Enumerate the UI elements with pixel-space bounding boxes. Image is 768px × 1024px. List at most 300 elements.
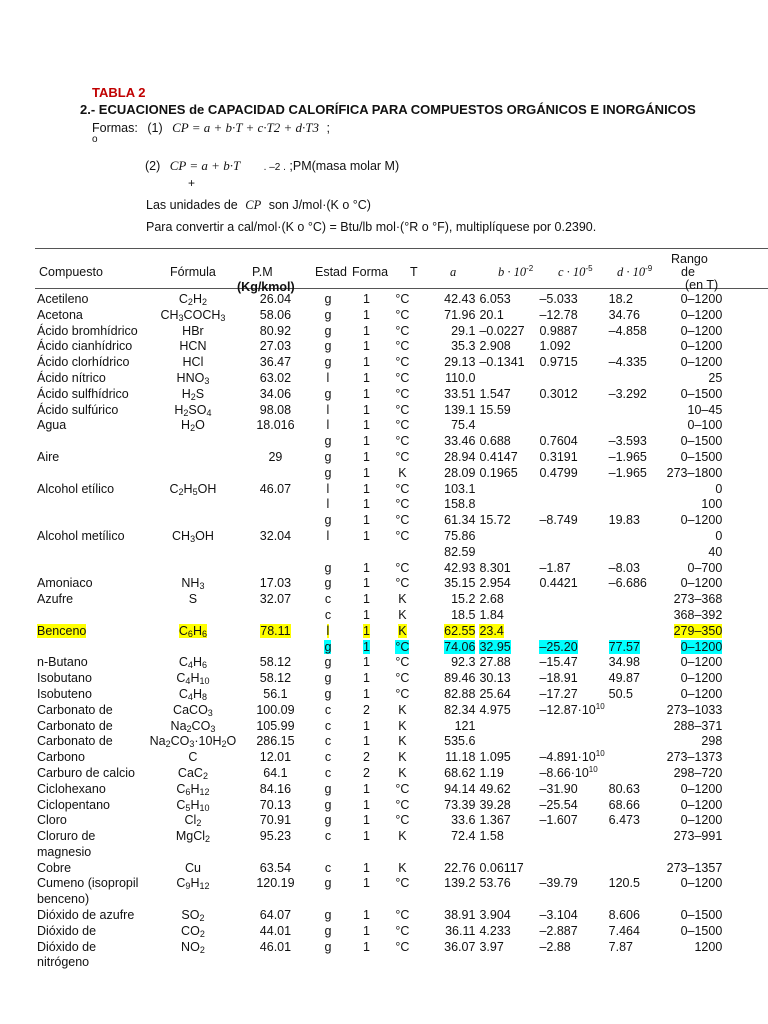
cell-coef-d — [607, 608, 665, 624]
molar-mass-text: 46.07 — [259, 481, 292, 496]
cell-form — [350, 655, 382, 671]
coef-c-text: –39.79 — [539, 876, 578, 891]
form-text: 2 — [362, 750, 370, 765]
cell-coef-b — [477, 908, 537, 924]
formula-text: $C_2H_2$ — [178, 292, 207, 307]
cell-coef-b — [477, 829, 537, 845]
coef-b-text: 27.88 — [479, 655, 511, 670]
cell-temp-unit — [382, 418, 422, 434]
cell-formula — [140, 734, 245, 750]
cell-state — [305, 876, 350, 892]
range-text: 273–1373 — [666, 750, 723, 765]
cell-molar-mass — [245, 497, 305, 513]
cell-form — [350, 592, 382, 608]
coef-a-text: 68.62 — [444, 765, 476, 780]
eq2-expression: CP = a + b·T — [169, 158, 241, 173]
cell-coef-b — [477, 403, 537, 419]
cell-temp-unit — [382, 892, 422, 908]
cell-compound-name — [35, 750, 140, 766]
cell-state — [305, 545, 350, 561]
molar-mass-text: 70.13 — [259, 797, 292, 812]
cell-formula — [140, 576, 245, 592]
cell-state — [305, 703, 350, 719]
cell-compound-name — [35, 671, 140, 687]
cell-coef-d — [607, 324, 665, 340]
cell-temp-unit — [382, 292, 422, 308]
coef-a-text: 73.39 — [444, 797, 476, 812]
cell-compound-name — [35, 655, 140, 671]
cell-coef-a — [422, 892, 477, 908]
formula-text: $SO_2$ — [181, 908, 205, 924]
cell-coef-a — [422, 466, 477, 482]
cell-temp-unit — [382, 324, 422, 340]
formula-text: $HNO_3$ — [176, 370, 210, 386]
cell-coef-d — [607, 592, 665, 608]
cell-coef-c — [537, 829, 606, 845]
cell-molar-mass — [245, 861, 305, 877]
temp-unit-text: °C — [395, 908, 410, 923]
cell-coef-c — [537, 734, 606, 750]
cell-temp-unit — [382, 861, 422, 877]
formula-text: $NH_3$ — [181, 576, 205, 592]
coef-a-text: 33.51 — [444, 386, 476, 401]
formula-text: $CH_3OH$ — [172, 528, 214, 544]
cell-compound-name — [35, 292, 140, 308]
form-text: 1 — [362, 686, 370, 701]
cell-temp-unit — [382, 403, 422, 419]
table-row — [35, 355, 724, 371]
cell-state — [305, 482, 350, 498]
cell-range — [665, 482, 725, 498]
state-text: c — [324, 702, 332, 717]
cell-temp-unit — [382, 466, 422, 482]
cell-coef-b — [477, 892, 537, 908]
range-text: 0–700 — [687, 560, 723, 575]
cell-range — [665, 703, 725, 719]
coef-b-text: 0.4147 — [479, 449, 518, 464]
formula-text: Cu — [184, 860, 201, 875]
eq2-number: (2) — [145, 159, 161, 173]
formula-text: HBr — [182, 323, 204, 338]
form-text: 1 — [362, 829, 370, 844]
cell-range — [665, 924, 725, 940]
temp-unit-text: °C — [395, 797, 410, 812]
coef-c-text: –15.47 — [539, 655, 578, 670]
formula-text: $C_2H_5OH$ — [169, 481, 217, 497]
cell-formula — [140, 608, 245, 624]
cell-range — [665, 624, 725, 640]
header-c-exp: -5 — [585, 263, 593, 273]
table-row — [35, 608, 724, 624]
form-text: 1 — [362, 576, 370, 591]
cell-formula — [140, 829, 245, 845]
cell-coef-a — [422, 545, 477, 561]
molar-mass-text: 34.06 — [259, 386, 292, 401]
header-formula: Fórmula — [170, 265, 216, 279]
formula-text: $C_6H_{12}$ — [176, 781, 210, 797]
state-text: g — [324, 307, 332, 322]
cell-form — [350, 403, 382, 419]
compound-name-text: Carbono — [37, 750, 85, 765]
compound-name-text: Cloruro de — [37, 829, 96, 844]
cell-range — [665, 355, 725, 371]
range-text: 0–1200 — [680, 813, 723, 828]
state-text: c — [324, 750, 332, 765]
cell-coef-a — [422, 813, 477, 829]
coef-d-text: –6.686 — [608, 576, 647, 591]
cell-coef-c — [537, 861, 606, 877]
temp-unit-text: °C — [395, 481, 410, 496]
forms-label: Formas: — [92, 121, 138, 135]
coef-b-text: 4.975 — [479, 702, 511, 717]
state-text: g — [324, 339, 332, 354]
units-suffix: son J/mol·(K o °C) — [268, 198, 371, 212]
molar-mass-text: 56.1 — [263, 686, 288, 701]
cell-formula — [140, 782, 245, 798]
cell-compound-name — [35, 640, 140, 656]
cell-coef-d — [607, 703, 665, 719]
form-text: 1 — [362, 465, 370, 480]
heat-capacity-table — [35, 292, 724, 971]
cell-compound-name — [35, 861, 140, 877]
coef-d-text: 19.83 — [608, 513, 640, 528]
form-text: 1 — [362, 939, 370, 954]
cell-coef-b — [477, 324, 537, 340]
cell-form — [350, 861, 382, 877]
temp-unit-text: °C — [395, 307, 410, 322]
coef-d-text: 49.87 — [608, 671, 640, 686]
coef-b-text: 3.904 — [479, 908, 511, 923]
cell-compound-name — [35, 592, 140, 608]
range-text: 0–1200 — [680, 639, 723, 654]
cell-coef-a — [422, 576, 477, 592]
coef-d-text: –3.292 — [608, 386, 647, 401]
table-row — [35, 687, 724, 703]
temp-unit-text: °C — [395, 576, 410, 591]
range-text: 10–45 — [687, 402, 723, 417]
cell-coef-c — [537, 719, 606, 735]
cell-coef-c — [537, 482, 606, 498]
coef-a-text: 18.5 — [451, 607, 476, 622]
cell-state — [305, 719, 350, 735]
coef-b-text: 25.64 — [479, 686, 511, 701]
cell-range — [665, 561, 725, 577]
coef-d-text: –1.965 — [608, 465, 647, 480]
coef-a-text: 94.14 — [444, 781, 476, 796]
coef-a-text: 38.91 — [444, 908, 476, 923]
formula-text: $H_2O$ — [181, 418, 205, 434]
cell-temp-unit — [382, 876, 422, 892]
coef-b-text: 15.72 — [479, 513, 511, 528]
cell-formula — [140, 876, 245, 892]
cell-state — [305, 324, 350, 340]
table-row — [35, 845, 724, 861]
state-text: c — [324, 829, 332, 844]
cell-temp-unit — [382, 371, 422, 387]
header-b-text: b · 10 — [498, 265, 527, 279]
cell-coef-a — [422, 798, 477, 814]
form-text: 1 — [362, 607, 370, 622]
table-row — [35, 418, 724, 434]
coef-c-text: 0.4799 — [539, 465, 578, 480]
cell-form — [350, 640, 382, 656]
cell-compound-name — [35, 624, 140, 640]
table-row — [35, 482, 724, 498]
cell-molar-mass — [245, 766, 305, 782]
cell-coef-c — [537, 403, 606, 419]
cell-range — [665, 876, 725, 892]
cell-formula — [140, 671, 245, 687]
cell-compound-name — [35, 798, 140, 814]
cell-form — [350, 687, 382, 703]
cell-form — [350, 750, 382, 766]
cell-compound-name — [35, 355, 140, 371]
coef-d-text: 7.464 — [608, 923, 640, 938]
coef-a-text: 82.88 — [444, 686, 476, 701]
cell-coef-b — [477, 655, 537, 671]
cell-coef-b — [477, 798, 537, 814]
compound-name-text: Alcohol etílico — [37, 481, 115, 496]
cell-form — [350, 308, 382, 324]
coef-b-text: 15.59 — [479, 402, 511, 417]
cell-compound-name — [35, 561, 140, 577]
state-text: g — [324, 355, 332, 370]
cell-formula — [140, 339, 245, 355]
table-row — [35, 876, 724, 892]
form-text: 1 — [362, 623, 370, 638]
cell-coef-b — [477, 592, 537, 608]
cell-coef-a — [422, 624, 477, 640]
coef-a-text: 72.4 — [451, 829, 476, 844]
cell-coef-d — [607, 813, 665, 829]
cell-state — [305, 608, 350, 624]
table-row — [35, 861, 724, 877]
cell-coef-a — [422, 861, 477, 877]
form-text: 1 — [362, 560, 370, 575]
cell-coef-d — [607, 955, 665, 971]
cell-coef-b — [477, 782, 537, 798]
cell-form — [350, 782, 382, 798]
temp-unit-text: °C — [395, 939, 410, 954]
cell-range — [665, 750, 725, 766]
header-rango-1: Rango — [671, 252, 708, 266]
compound-name-text: magnesio — [37, 844, 92, 859]
coef-a-text: 15.2 — [451, 592, 476, 607]
compound-name-text: Acetileno — [37, 292, 89, 306]
cell-coef-a — [422, 339, 477, 355]
table-body — [35, 292, 724, 971]
coef-b-text: 0.688 — [479, 434, 511, 449]
cell-form — [350, 497, 382, 513]
cell-formula — [140, 529, 245, 545]
cell-range — [665, 576, 725, 592]
cell-temp-unit — [382, 845, 422, 861]
cell-range — [665, 940, 725, 956]
cell-coef-d — [607, 719, 665, 735]
cell-form — [350, 940, 382, 956]
cell-form — [350, 576, 382, 592]
coef-c-text: –18.91 — [539, 671, 578, 686]
compound-name-text: Dióxido de azufre — [37, 908, 135, 923]
compound-name-text: Ciclopentano — [37, 797, 110, 812]
cell-molar-mass — [245, 687, 305, 703]
molar-mass-text: 80.92 — [259, 323, 292, 338]
coef-a-text: 35.15 — [444, 576, 476, 591]
cell-range — [665, 529, 725, 545]
cell-coef-b — [477, 482, 537, 498]
cell-coef-b — [477, 766, 537, 782]
cell-coef-d — [607, 371, 665, 387]
cell-molar-mass — [245, 940, 305, 956]
coef-b-text: 0.1965 — [479, 465, 518, 480]
state-text: c — [324, 860, 332, 875]
molar-mass-text: 78.11 — [260, 623, 291, 638]
compound-name-text: Benceno — [37, 623, 87, 638]
cell-state — [305, 892, 350, 908]
state-text: g — [324, 797, 332, 812]
form-text: 1 — [362, 876, 370, 891]
temp-unit-text: °C — [395, 528, 410, 543]
state-text: l — [326, 528, 330, 543]
table-row — [35, 640, 724, 656]
cell-coef-c — [537, 608, 606, 624]
cell-coef-a — [422, 671, 477, 687]
compound-name-text: Carbonato de — [37, 718, 113, 733]
table-row — [35, 529, 724, 545]
units-prefix: Las unidades de — [146, 198, 238, 212]
coef-a-text: 75.4 — [451, 418, 476, 433]
cell-formula — [140, 766, 245, 782]
coef-b-text: 2.954 — [479, 576, 511, 591]
form-text: 1 — [362, 923, 370, 938]
cell-formula — [140, 466, 245, 482]
coef-c-text: –2.88 — [539, 939, 571, 954]
coef-b-text: –0.0227 — [479, 323, 525, 338]
header-b — [498, 265, 533, 280]
cell-temp-unit — [382, 955, 422, 971]
coef-c-text: $-4.891\cdot 10^{10}$ — [539, 748, 605, 765]
cell-range — [665, 450, 725, 466]
temp-unit-text: K — [398, 750, 407, 765]
molar-mass-text: 44.01 — [259, 923, 292, 938]
formula-text: $C_5H_{10}$ — [176, 797, 210, 813]
cell-coef-c — [537, 466, 606, 482]
cell-molar-mass — [245, 908, 305, 924]
molar-mass-text: 27.03 — [259, 339, 292, 354]
temp-unit-text: K — [398, 702, 407, 717]
coef-d-text: 18.2 — [608, 292, 633, 306]
state-text: g — [324, 655, 332, 670]
compound-name-text: Carbonato de — [37, 702, 113, 717]
eq1-end: ; — [326, 121, 331, 135]
coef-c-text: –1.87 — [539, 560, 571, 575]
cell-coef-d — [607, 687, 665, 703]
cell-compound-name — [35, 782, 140, 798]
table-row — [35, 339, 724, 355]
formula-text: MgCl$_2$ — [175, 829, 211, 845]
cell-temp-unit — [382, 734, 422, 750]
coef-c-text: 0.9715 — [539, 355, 578, 370]
cell-molar-mass — [245, 608, 305, 624]
temp-unit-text: K — [398, 829, 407, 844]
cell-coef-b — [477, 876, 537, 892]
cell-coef-c — [537, 655, 606, 671]
cell-formula — [140, 482, 245, 498]
cell-temp-unit — [382, 561, 422, 577]
cell-molar-mass — [245, 640, 305, 656]
coef-a-text: 89.46 — [444, 671, 476, 686]
cell-temp-unit — [382, 940, 422, 956]
table-row — [35, 371, 724, 387]
cell-coef-a — [422, 450, 477, 466]
cell-coef-a — [422, 308, 477, 324]
coef-d-text: 6.473 — [608, 813, 640, 828]
range-text: 0–1200 — [680, 339, 723, 354]
cell-coef-b — [477, 687, 537, 703]
state-text: g — [324, 939, 332, 954]
cell-range — [665, 813, 725, 829]
state-text: g — [324, 908, 332, 923]
cell-coef-c — [537, 624, 606, 640]
cell-form — [350, 466, 382, 482]
cell-form — [350, 561, 382, 577]
table-row — [35, 624, 724, 640]
range-text: 0–1500 — [680, 923, 723, 938]
cell-coef-d — [607, 734, 665, 750]
state-text: c — [324, 592, 332, 607]
cell-coef-d — [607, 545, 665, 561]
formula-text: $Cl_2$ — [184, 813, 202, 829]
cell-coef-c — [537, 782, 606, 798]
cell-coef-b — [477, 734, 537, 750]
cell-form — [350, 876, 382, 892]
coef-b-text: 49.62 — [479, 781, 511, 796]
molar-mass-text: 120.19 — [256, 876, 295, 891]
coef-a-text: 82.59 — [444, 544, 476, 559]
cell-compound-name — [35, 766, 140, 782]
cell-range — [665, 339, 725, 355]
coef-c-text: 1.092 — [539, 339, 571, 354]
cell-coef-c — [537, 387, 606, 403]
cell-molar-mass — [245, 782, 305, 798]
cell-coef-a — [422, 292, 477, 308]
cell-form — [350, 908, 382, 924]
cell-molar-mass — [245, 845, 305, 861]
form-text: 1 — [362, 797, 370, 812]
range-text: 0–1500 — [680, 386, 723, 401]
cell-molar-mass — [245, 355, 305, 371]
state-text: l — [326, 402, 330, 417]
table-row — [35, 592, 724, 608]
header-a-text: a — [450, 265, 457, 279]
cell-formula — [140, 513, 245, 529]
cell-coef-d — [607, 403, 665, 419]
cell-coef-b — [477, 371, 537, 387]
coef-c-text: 0.3191 — [539, 449, 578, 464]
cell-temp-unit — [382, 750, 422, 766]
temp-unit-text: °C — [395, 370, 410, 385]
temp-unit-text: K — [398, 765, 407, 780]
cell-compound-name — [35, 608, 140, 624]
cell-coef-c — [537, 434, 606, 450]
coef-b-text: 3.97 — [479, 939, 504, 954]
molar-mass-text: 100.09 — [256, 702, 295, 717]
header-pm: P.M — [252, 265, 273, 279]
cell-coef-c — [537, 355, 606, 371]
table-row — [35, 719, 724, 735]
range-text: 0–1200 — [680, 655, 723, 670]
cell-molar-mass — [245, 671, 305, 687]
